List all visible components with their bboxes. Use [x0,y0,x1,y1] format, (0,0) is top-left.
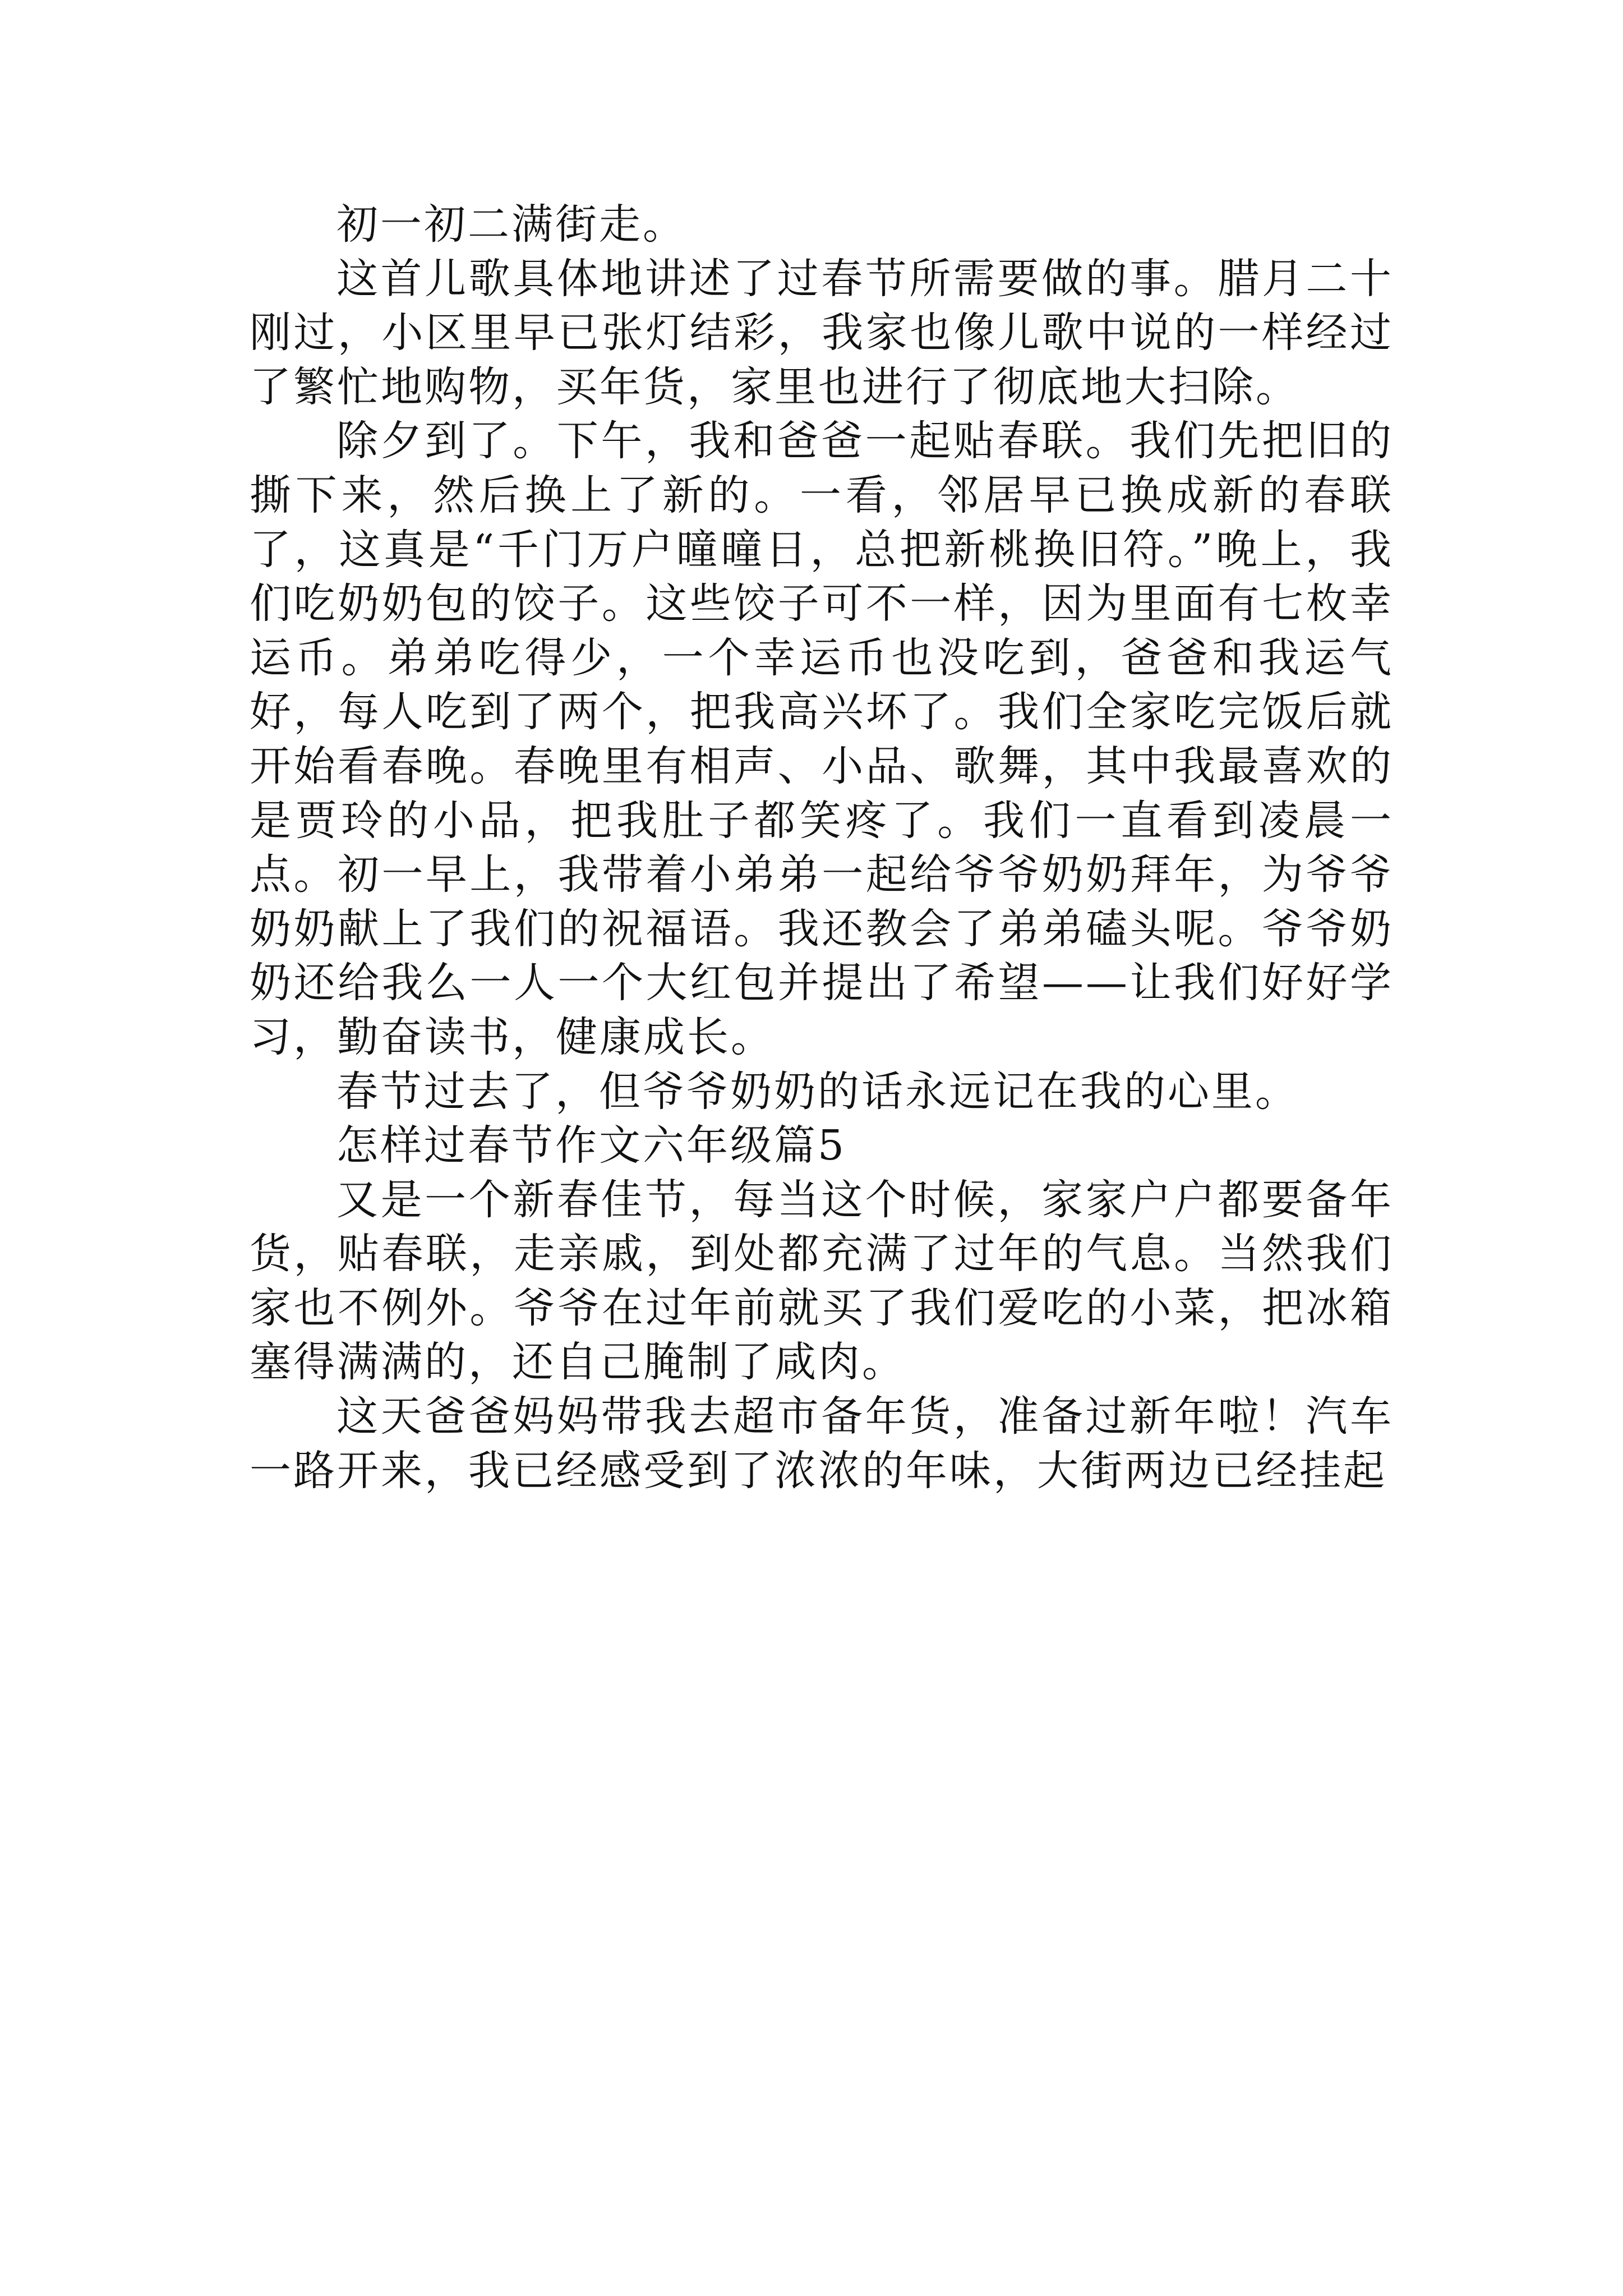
paragraph-1: 初一初二满街走。 [336,200,686,249]
paragraph-3: 除夕到了。下午，我和爸爸一起贴春联。我们先把旧的撕下来，然后换上了新的。一看，邻居早已换成新的春联了，这真是“千门万户曈曈日，总把新桃换旧符。”晚上，我们吃奶奶包的饺子。这些饺子可不一样，因为里面有七枚幸运币。弟弟吃得少，一个幸运币也没吃到，爸爸和我运气好，每人吃到了两个，把我高兴坏了。我们全家吃完饭后就开始看春晚。春晚里有相声、小品、歌舞，其中我最喜欢的是贾玲的小品，把我肚子都笑疼了。我们一直看到凌晨一点。初一早上，我带着小弟弟一起给爷爷奶奶拜年，为爷爷奶奶献上了我们的祝福语。我还教会了弟弟磕头呢。爷爷奶奶还给我么一人一个大红包并提出了希望——让我们好好学习，勤奋读书，健康成长。 [250,417,1394,1061]
document-body [250,197,1394,1498]
paragraph-2: 这首儿歌具体地讲述了过春节所需要做的事。腊月二十刚过，小区里早已张灯结彩，我家也像儿歌中说的一样经过了繁忙地购物，买年货，家里也进行了彻底地大扫除。 [250,254,1394,411]
paragraph-4: 春节过去了，但爷爷奶奶的话永远记在我的心里。 [336,1067,1299,1116]
section-heading: 怎样过春节作文六年级篇5 [336,1121,847,1170]
paragraph-6: 这天爸爸妈妈带我去超市备年货，准备过新年啦！汽车一路开来，我已经感受到了浓浓的年味，大街两边已经挂起 [250,1392,1394,1495]
paragraph-5: 又是一个新春佳节，每当这个时候，家家户户都要备年货，贴春联，走亲戚，到处都充满了过年的气息。当然我们家也不例外。爷爷在过年前就买了我们爱吃的小菜，把冰箱塞得满满的，还自己腌制了咸肉。 [250,1175,1394,1387]
